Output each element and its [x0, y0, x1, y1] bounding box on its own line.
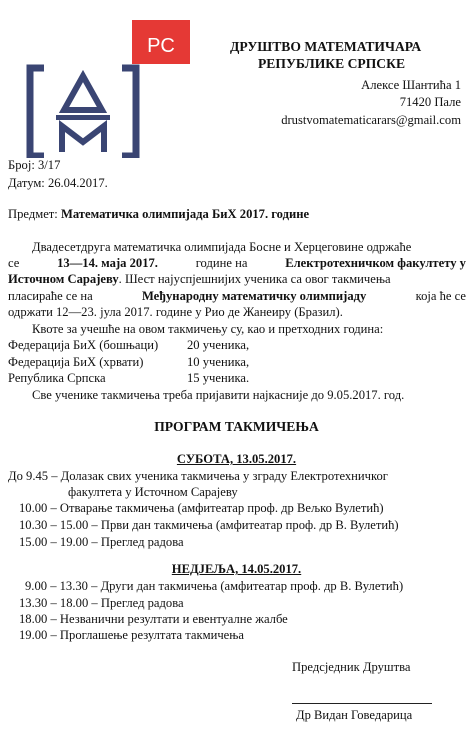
divider-bar	[56, 115, 110, 120]
intro-dates: 13—14. маја 2017.	[57, 256, 158, 270]
day2-item: 19.00 – Проглашење резултата такмичења	[19, 628, 244, 642]
intro-l4-a: пласираће се на	[8, 289, 93, 303]
day1-item: 10.30 – 15.00 – Први дан такмичења (амфитеатар проф. др В. Вулетић)	[19, 518, 399, 532]
intro-l4-c: која ће се	[415, 289, 466, 303]
intro-line2	[8, 256, 466, 270]
quota-region: Федерација БиХ (бошњаци)	[8, 338, 159, 352]
intro-l2-a: се	[8, 256, 20, 270]
registration-deadline: Све ученике такмичења треба пријавити најкасније до 9.05.2017. год.	[32, 388, 405, 402]
signature-role: Предсједник Друштва	[292, 660, 411, 674]
day1-item: 10.00 – Отварање такмичења (амфитеатар проф. др Вељко Вулетић)	[19, 501, 384, 515]
intro-l2-c: године на	[195, 256, 248, 270]
society-logo	[26, 18, 191, 158]
intro-line5: одржати 12—23. јула 2017. године у Рио де Жанеиру (Бразил).	[8, 305, 343, 319]
city: 71420 Пале	[399, 95, 461, 109]
day1-heading: СУБОТА, 13.05.2017.	[176, 452, 297, 466]
delta-icon	[64, 76, 102, 110]
day1-item: До 9.45 – Долазак свих ученика такмичења у зграду Електротехничког	[8, 469, 388, 483]
intro-imo: Међународну математичку олимпијаду	[141, 289, 367, 303]
intro-line4	[8, 289, 466, 303]
rs-badge-text: PC	[147, 35, 175, 57]
doc-date: Датум: 26.04.2017.	[8, 176, 108, 190]
doc-number: Број: 3/17	[8, 158, 61, 172]
day2-item: 13.30 – 18.00 – Преглед радова	[19, 596, 184, 610]
intro-l3-b: . Шест најуспјешнијих ученика са овог такмичења	[118, 272, 391, 286]
intro-line3	[8, 272, 391, 286]
org-name-line2: РЕПУБЛИКЕ СРПСКЕ	[258, 56, 406, 71]
day2-item: 18.00 – Незванични резултати и евентуалне жалбе	[19, 612, 288, 626]
subject-label: Предмет:	[8, 207, 58, 221]
intro-city: Источном Сарајеву	[8, 272, 119, 286]
signature-name: Др Видан Говедарица	[296, 708, 413, 722]
day2-heading: НЕДЈЕЉА, 14.05.2017.	[171, 562, 302, 576]
intro-line1: Двадесетдруга математичка олимпијада Босне и Херцеговине одржаће	[32, 240, 412, 254]
m-letter-icon	[62, 126, 104, 152]
quota-intro: Квоте за учешће на овом такмичењу су, као и претходних година:	[32, 322, 384, 336]
org-name-line1: ДРУШТВО МАТЕМАТИЧАРА	[230, 39, 422, 54]
quota-count: 15 ученика.	[187, 371, 250, 385]
signature-line	[292, 703, 432, 704]
subject-text: Математичка олимпијада БиХ 2017. године	[60, 207, 310, 221]
day2-item: 9.00 – 13.30 – Други дан такмичења (амфитеатар проф. др В. Вулетић)	[25, 579, 404, 593]
quota-count: 10 ученика,	[187, 355, 250, 369]
day1-item: 15.00 – 19.00 – Преглед радова	[19, 535, 184, 549]
subject-line	[8, 207, 309, 221]
intro-faculty: Електротехничком факултету у	[285, 256, 466, 270]
program-title: ПРОГРАМ ТАКМИЧЕЊА	[154, 419, 319, 434]
quota-region: Република Српска	[8, 371, 106, 385]
day1-item: факултета у Источном Сарајеву	[68, 485, 238, 499]
quota-count: 20 ученика,	[187, 338, 250, 352]
right-bracket-icon	[122, 68, 136, 156]
address: Алексе Шантића 1	[361, 78, 461, 92]
left-bracket-icon	[30, 68, 44, 156]
quota-region: Федерација БиХ (хрвати)	[8, 355, 144, 369]
email: drustvomatematicarars@gmail.com	[281, 113, 461, 127]
